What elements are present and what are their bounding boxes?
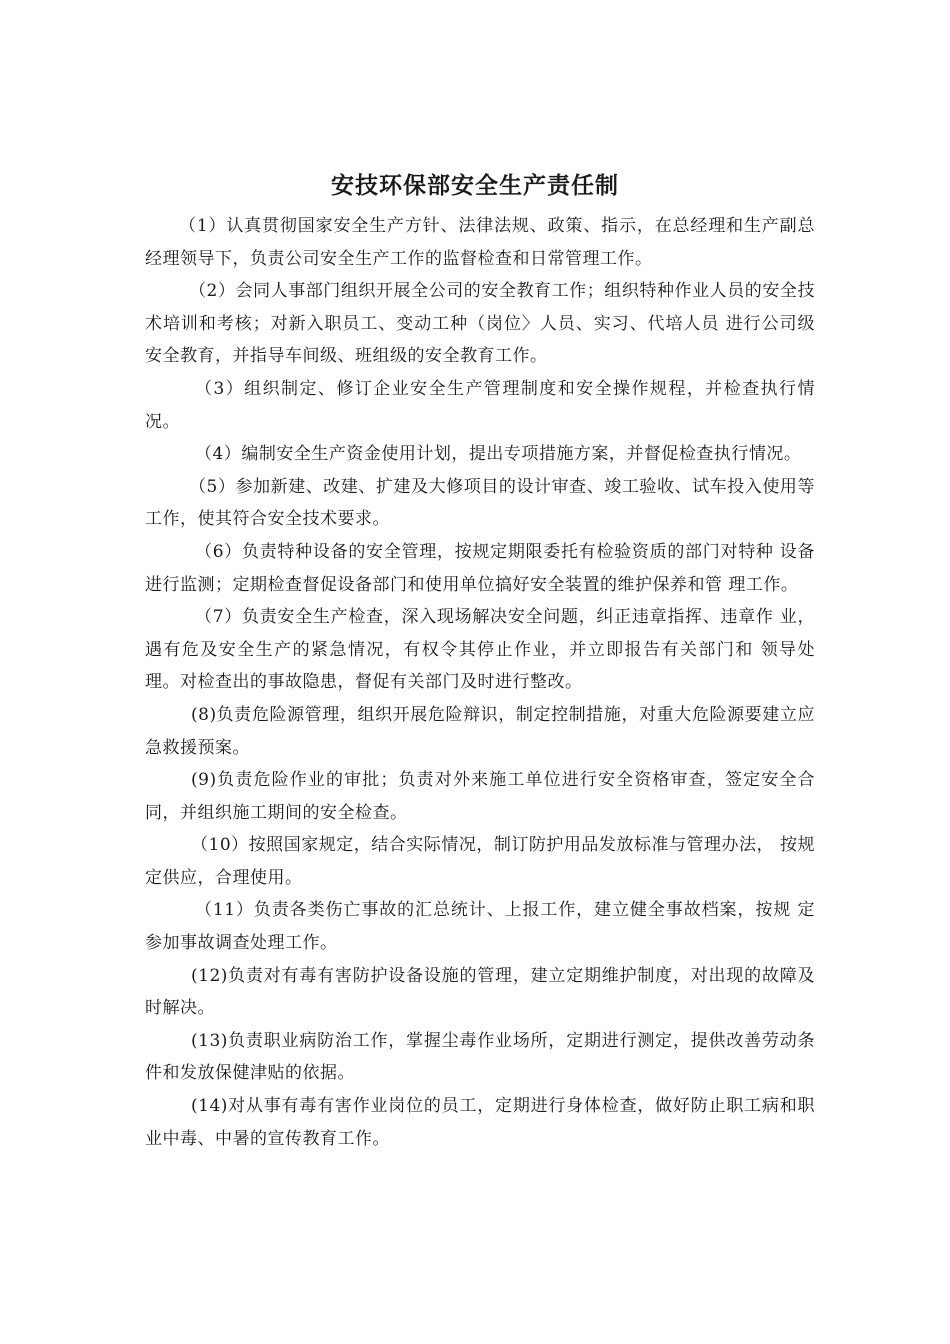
paragraph-3: （3）组织制定、修订企业安全生产管理制度和安全操作规程，并检查执行情况。 (145, 378, 815, 432)
paragraph-14: (14)对从事有毒有害作业岗位的员工，定期进行身体检查，做好防止职工病和职业中毒、中暑的宣传教育工作。 (145, 1096, 815, 1149)
paragraph-11: （11）负责各类伤亡事故的汇总统计、上报工作，建立健全事故档案，按规 定参加事故调查处理工作。 (145, 900, 815, 954)
paragraph-7: （7）负责安全生产检查，深入现场解决安全问题，纠正违章指挥、违章作 业，遇有危及安全生产的紧急情况，有权令其停止作业，并立即报告有关部门和 领导处理。对检查出的事故隐患，督促有关部门及时进行整改。 (145, 607, 815, 693)
paragraph-8: (8)负责危险源管理，组织开展危险辩识，制定控制措施，对重大危险源要建立应急救援预案。 (145, 704, 815, 758)
paragraph-10: （10）按照国家规定，结合实际情况，制订防护用品发放标准与管理办法， 按规定供应，合理使用。 (145, 835, 815, 888)
document-title: 安技环保部安全生产责任制 (331, 172, 619, 199)
paragraph-12: (12)负责对有毒有害防护设备设施的管理，建立定期维护制度，对出现的故障及时解决。 (145, 965, 815, 1019)
paragraph-9: (9)负责危险作业的审批；负责对外来施工单位进行安全资格审查，签定安全合同，并组织施工期间的安全检查。 (145, 770, 815, 823)
paragraph-13: (13)负责职业病防治工作，掌握尘毒作业场所，定期进行测定，提供改善劳动条件和发放保健津贴的依据。 (145, 1030, 815, 1084)
paragraph-5: （5）参加新建、改建、扩建及大修项目的设计审查、竣工验收、试车投入使用等工作，使其符合安全技术要求。 (145, 476, 815, 530)
document-body (145, 210, 815, 1155)
paragraph-4: （4）编制安全生产资金使用计划，提出专项措施方案，并督促检查执行情况。 (195, 444, 802, 465)
paragraph-2: （2）会同人事部门组织开展全公司的安全教育工作；组织特种作业人员的安全技术培训和考核；对新入职员工、变动工种（岗位〉人员、实习、代培人员 进行公司级安全教育，并指导车间级、班组级的安全教育工作。 (145, 281, 815, 367)
paragraph-6: （6）负责特种设备的安全管理，按规定期限委托有检验资质的部门对特种 设备进行监测；定期检查督促设备部门和使用单位搞好安全装置的维护保养和管 理工作。 (145, 541, 815, 595)
paragraph-1: （1）认真贯彻国家安全生产方针、法律法规、政策、指示，在总经理和生产副总经理领导下，负责公司安全生产工作的监督检查和日常管理工作。 (145, 216, 815, 269)
